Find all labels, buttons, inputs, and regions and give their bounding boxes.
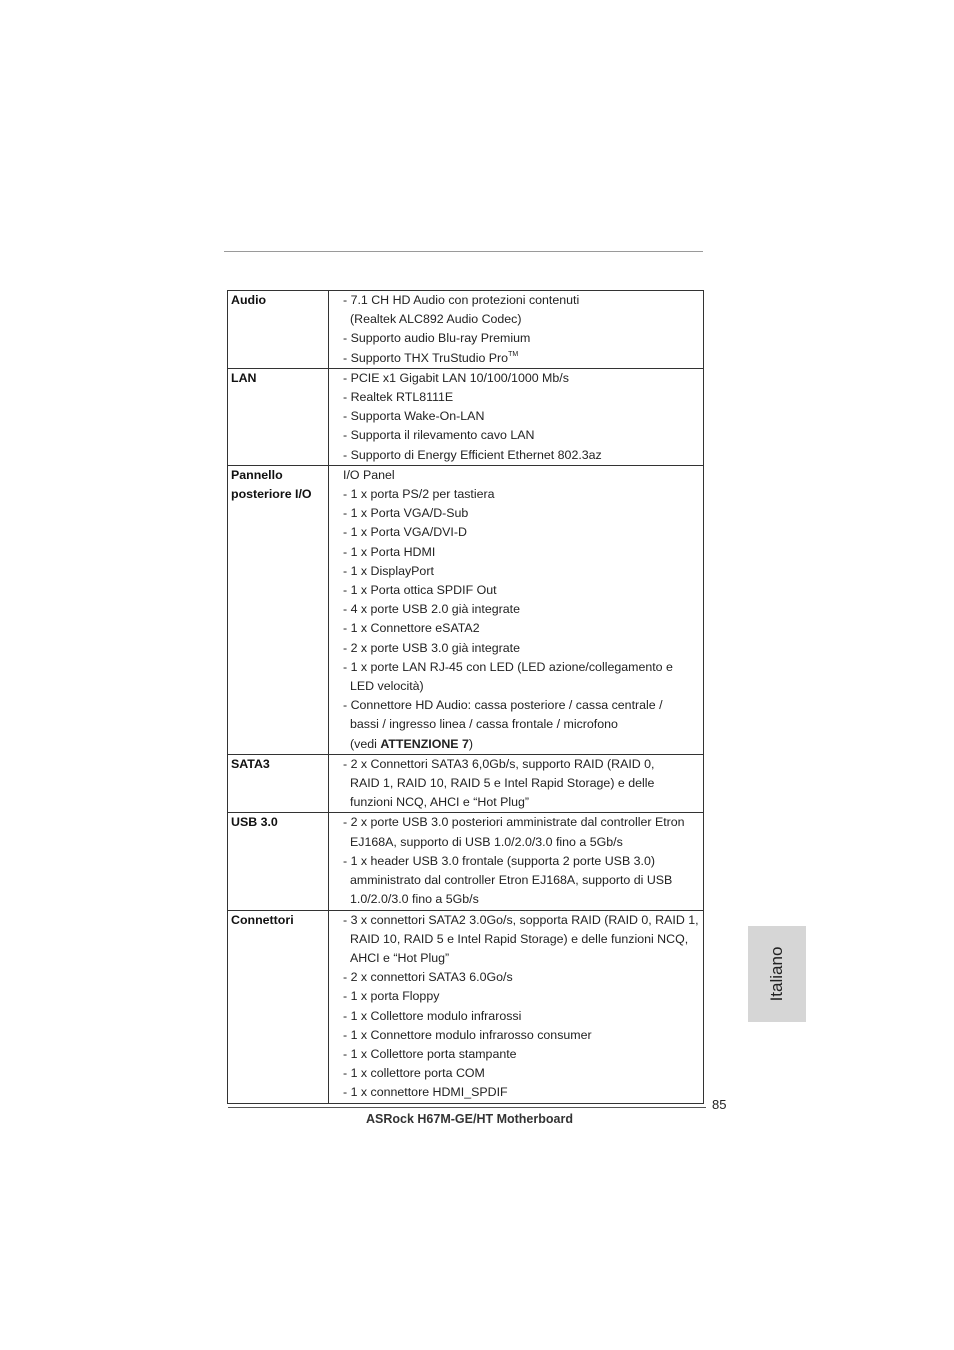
spec-label <box>228 813 329 910</box>
spec-line-text: - 1 x header USB 3.0 frontale (supporta 2 porte USB 3.0) <box>343 853 655 868</box>
spec-line-text: - 1 x porte LAN RJ-45 con LED (LED azione/collegamento e <box>343 659 673 674</box>
spec-line-text: - 2 x connettori SATA3 6.0Go/s <box>343 970 513 985</box>
spec-line-text: - 1 x Collettore modulo infrarossi <box>343 1008 522 1023</box>
spec-line-text: 1.0/2.0/3.0 fino a 5Gb/s <box>350 892 479 907</box>
spec-line <box>343 1045 703 1064</box>
spec-line-text: - Realtek RTL8111E <box>343 390 454 405</box>
spec-line-text: (vedi <box>350 736 381 751</box>
spec-line-text: (Realtek ALC892 Audio Codec) <box>350 312 522 327</box>
spec-row <box>228 910 704 1103</box>
spec-line <box>343 696 703 715</box>
spec-line <box>343 291 703 310</box>
spec-value <box>329 465 704 754</box>
spec-line <box>343 310 703 329</box>
spec-line-text: - 1 x porta PS/2 per tastiera <box>343 487 495 502</box>
spec-line-text: - 7.1 CH HD Audio con protezioni contenuti <box>343 293 580 307</box>
spec-line <box>343 911 703 930</box>
spec-line-text: - 1 x Connettore eSATA2 <box>343 621 480 636</box>
spec-line <box>343 755 703 774</box>
spec-line <box>343 677 703 696</box>
footer-title: ASRock H67M-GE/HT Motherboard <box>366 1112 573 1126</box>
spec-line <box>343 890 703 909</box>
spec-line <box>343 1007 703 1026</box>
spec-row <box>228 291 704 369</box>
spec-line-text: - Supporta Wake-On-LAN <box>343 409 485 424</box>
spec-label-line: posteriore I/O <box>231 487 312 502</box>
spec-label-line: SATA3 <box>231 756 270 771</box>
spec-line <box>343 600 703 619</box>
spec-line-suffix: ) <box>468 736 474 751</box>
spec-label-line: USB 3.0 <box>231 815 278 830</box>
spec-line <box>343 774 703 793</box>
spec-label <box>228 291 329 369</box>
spec-line-text: RAID 1, RAID 10, RAID 5 e Intel Rapid Storage) e delle <box>350 776 655 791</box>
spec-label <box>228 465 329 754</box>
spec-line-text: - 1 x Porta VGA/DVI-D <box>343 525 467 540</box>
spec-line <box>343 523 703 542</box>
spec-line <box>343 1083 703 1102</box>
spec-line <box>343 930 703 949</box>
top-divider <box>224 251 703 252</box>
spec-line <box>343 852 703 871</box>
spec-line <box>343 619 703 638</box>
spec-line <box>343 871 703 890</box>
spec-line-text: - 1 x collettore porta COM <box>343 1066 485 1081</box>
spec-line <box>343 968 703 987</box>
spec-line-text: - 1 x porta Floppy <box>343 989 440 1004</box>
spec-label-line: Connettori <box>231 912 294 927</box>
spec-line-text: - 1 x Porta ottica SPDIF Out <box>343 583 497 598</box>
spec-line <box>343 504 703 523</box>
spec-line-text: I/O Panel <box>343 467 395 482</box>
spec-line-text: - 1 x Collettore porta stampante <box>343 1046 517 1061</box>
page-number: 85 <box>712 1097 727 1112</box>
spec-line <box>343 581 703 600</box>
spec-line <box>343 426 703 445</box>
spec-value <box>329 368 704 465</box>
spec-row <box>228 754 704 813</box>
spec-line-text: AHCI e “Hot Plug” <box>350 950 450 965</box>
spec-value <box>329 813 704 910</box>
spec-line-text: - 1 x DisplayPort <box>343 563 434 578</box>
spec-line <box>343 466 703 485</box>
spec-line-text: - 2 x porte USB 3.0 posteriori amministrate dal controller Etron <box>343 815 685 830</box>
spec-row <box>228 465 704 754</box>
spec-line-text: - 1 x Connettore modulo infrarosso consumer <box>343 1027 592 1042</box>
language-tab-label: Italiano <box>767 946 786 1002</box>
spec-line <box>343 446 703 465</box>
spec-line-text: - 1 x Porta VGA/D-Sub <box>343 506 469 521</box>
spec-line-text: - PCIE x1 Gigabit LAN 10/100/1000 Mb/s <box>343 370 569 385</box>
spec-label-line: Pannello <box>231 467 283 482</box>
spec-line <box>343 793 703 812</box>
spec-line <box>343 735 703 754</box>
spec-line-text: - 2 x Connettori SATA3 6,0Gb/s, supporto RAID (RAID 0, <box>343 756 655 771</box>
spec-label <box>228 368 329 465</box>
note-reference: ATTENZIONE 7 <box>380 736 469 751</box>
spec-line <box>343 485 703 504</box>
spec-row <box>228 368 704 465</box>
spec-line <box>343 329 703 348</box>
spec-line <box>343 407 703 426</box>
spec-line <box>343 813 703 832</box>
spec-label <box>228 910 329 1103</box>
spec-label-line: Audio <box>231 293 267 307</box>
spec-line <box>343 369 703 388</box>
spec-line <box>343 388 703 407</box>
spec-value <box>329 291 704 369</box>
spec-line <box>343 949 703 968</box>
spec-line <box>343 658 703 677</box>
language-tab <box>748 926 806 1022</box>
spec-value <box>329 910 704 1103</box>
trademark-mark: TM <box>508 350 519 358</box>
spec-label <box>228 754 329 813</box>
spec-line-text: - 1 x connettore HDMI_SPDIF <box>343 1085 508 1100</box>
spec-line-text: - 1 x Porta HDMI <box>343 544 436 559</box>
spec-line <box>343 349 703 368</box>
spec-line-text: - Supporto audio Blu-ray Premium <box>343 331 531 346</box>
spec-line-text: - Supporta il rilevamento cavo LAN <box>343 428 535 443</box>
spec-line <box>343 833 703 852</box>
spec-line-text: funzioni NCQ, AHCI e “Hot Plug” <box>350 795 530 810</box>
spec-line-text: - 2 x porte USB 3.0 già integrate <box>343 640 521 655</box>
spec-line <box>343 987 703 1006</box>
spec-line-text: - Connettore HD Audio: cassa posteriore / cassa centrale / <box>343 698 663 713</box>
spec-line-text: LED velocità) <box>350 679 424 694</box>
spec-line-text: EJ168A, supporto di USB 1.0/2.0/3.0 fino a 5Gb/s <box>350 834 623 849</box>
spec-line <box>343 1026 703 1045</box>
spec-line-text: - 4 x porte USB 2.0 già integrate <box>343 602 521 617</box>
spec-line <box>343 1064 703 1083</box>
spec-line <box>343 639 703 658</box>
spec-value <box>329 754 704 813</box>
spec-line-text: - 3 x connettori SATA2 3.0Go/s, sopporta RAID (RAID 0, RAID 1, <box>343 912 699 927</box>
spec-line <box>343 715 703 734</box>
spec-line-text: RAID 10, RAID 5 e Intel Rapid Storage) e delle funzioni NCQ, <box>350 931 689 946</box>
spec-line-text: bassi / ingresso linea / cassa frontale / microfono <box>350 717 618 732</box>
spec-line <box>343 562 703 581</box>
spec-line <box>343 543 703 562</box>
spec-line-text: amministrato dal controller Etron EJ168A, supporto di USB <box>350 873 673 888</box>
spec-table <box>227 290 704 1104</box>
spec-line-text: - Supporto THX TruStudio Pro <box>343 350 509 365</box>
spec-line-text: - Supporto di Energy Efficient Ethernet 802.3az <box>343 447 602 462</box>
footer-divider <box>228 1107 706 1108</box>
spec-row <box>228 813 704 910</box>
spec-label-line: LAN <box>231 370 257 385</box>
